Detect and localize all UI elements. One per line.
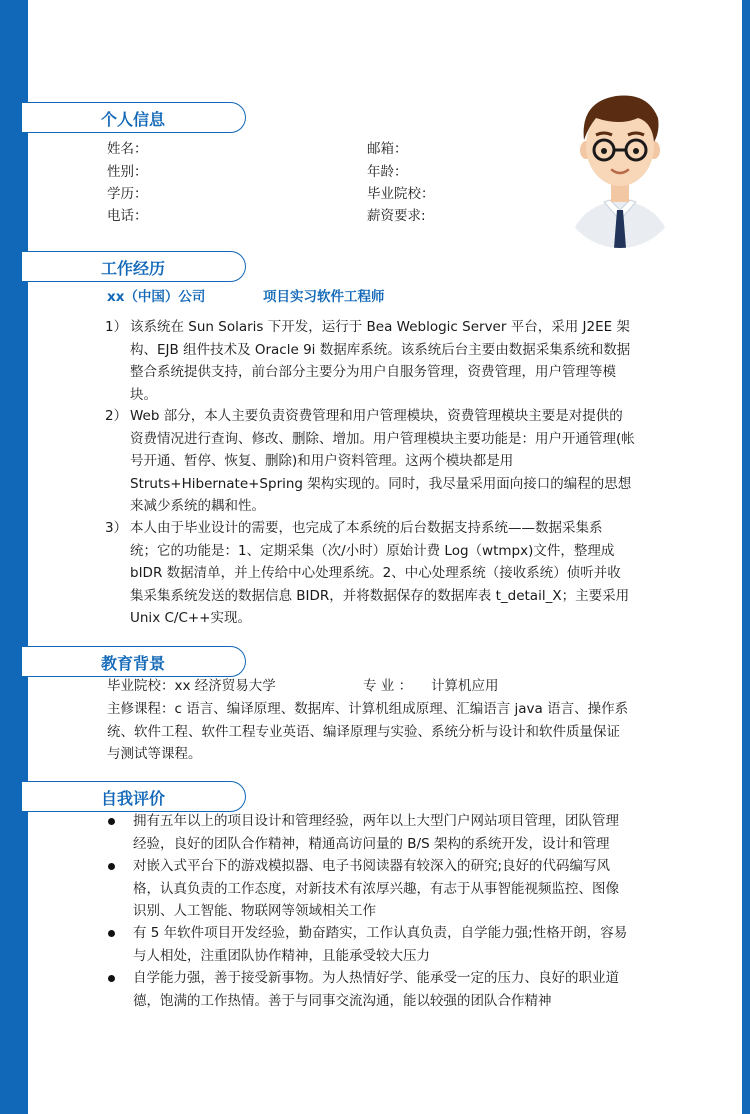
work-item-line: 该系统在 Sun Solaris 下开发，运行于 Bea Weblogic Server 平台，采用 J2EE 架 xyxy=(130,319,630,335)
edu-courses-line: 主修课程：c 语言、编译原理、数据库、计算机组成原理、汇编语言 java 语言、操作系 xyxy=(107,701,629,717)
self-item-line: 自学能力强，善于接受新事物。为人热情好学、能承受一定的压力、良好的职业道 xyxy=(133,970,619,986)
edu-school: 毕业院校：xx 经济贸易大学 xyxy=(107,678,276,694)
section-title-personal: 个人信息 xyxy=(101,110,166,129)
phone-label: 电话： xyxy=(107,208,148,224)
work-item-line: bIDR 数据清单，并上传给中心处理系统。2、中心处理系统（接收系统）侦听并收 xyxy=(130,565,621,581)
bullet-icon xyxy=(108,863,115,870)
section-header-personal xyxy=(22,102,246,133)
self-item-line: 识别、人工智能、物联网等领域相关工作 xyxy=(133,903,376,919)
work-item-line: Struts+Hibernate+Spring 架构实现的。同时，我尽量采用面向接口的编程的思想 xyxy=(130,475,632,492)
edu-courses-line: 统、软件工程、软件工程专业英语、编译原理与实验、系统分析与设计和软件质量保证 xyxy=(107,723,620,740)
section-title-self: 自我评价 xyxy=(101,789,166,808)
work-item-number: 3） xyxy=(105,520,128,536)
work-item-line: 构、EJB 组件技术及 Oracle 9i 数据库系统。该系统后台主要由数据采集系统和数据 xyxy=(130,341,631,358)
work-item-line: 号开通、暂停、恢复、删除)和用户资料管理。这两个模块都是用 xyxy=(130,453,514,469)
self-item-line: 与人相处，注重团队协作精神，且能承受较大压力 xyxy=(133,947,430,964)
bullet-icon xyxy=(108,975,115,982)
bullet-icon xyxy=(108,818,115,825)
email-label: 邮箱： xyxy=(367,141,408,157)
work-item-line: 块。 xyxy=(130,386,157,403)
work-item-line: 资费情况进行查询、修改、删除、增加。用户管理模块主要功能是：用户开通管理(帐 xyxy=(130,430,635,447)
edu-courses-line: 与测试等课程。 xyxy=(107,746,202,762)
self-item-4 xyxy=(133,967,643,1012)
work-item-number: 1） xyxy=(105,319,128,335)
self-item-line: 经验，良好的团队合作精神，精通高访问量的 B/S 架构的系统开发，设计和管理 xyxy=(133,835,610,852)
self-item-line: 德，饱满的工作热情。善于与同事交流沟通，能以较强的团队合作精神 xyxy=(133,992,552,1009)
company-name: xx（中国）公司 xyxy=(107,289,206,305)
work-item-line: 来减少系统的耦和性。 xyxy=(130,498,265,514)
job-position: 项目实习软件工程师 xyxy=(263,289,385,305)
gender-label: 性别： xyxy=(107,164,148,180)
education-label: 学历： xyxy=(107,186,148,202)
work-item-line: 整合系统提供支持，前台部分主要分为用户自服务管理，资费管理，用户管理等模 xyxy=(130,364,616,380)
edu-major-label: 专 业 ： xyxy=(363,678,413,694)
salary-label: 薪资要求: xyxy=(367,208,426,224)
work-item-line: 统；它的功能是：1、定期采集（次/小时）原始计费 Log（wtmpx)文件，整理成 xyxy=(130,542,615,559)
school-label: 毕业院校： xyxy=(367,186,435,202)
work-item-1 xyxy=(105,316,645,406)
self-item-line: 有 5 年软件项目开发经验，勤奋踏实，工作认真负责，自学能力强;性格开朗，容易 xyxy=(133,925,628,941)
age-label: 年龄： xyxy=(367,164,408,180)
section-title-work: 工作经历 xyxy=(101,259,166,278)
section-header-work xyxy=(22,251,246,282)
bullet-icon xyxy=(108,930,115,937)
section-header-education xyxy=(22,646,246,677)
self-item-2 xyxy=(133,855,643,923)
self-item-3 xyxy=(133,922,643,967)
self-item-line: 格，认真负责的工作态度，对新技术有浓厚兴趣，有志于从事智能视频监控、图像 xyxy=(133,880,619,897)
name-label: 姓名： xyxy=(107,141,148,157)
work-item-line: Web 部分，本人主要负责资费管理和用户管理模块，资费管理模块主要是对提供的 xyxy=(130,408,623,424)
work-item-3 xyxy=(105,517,645,630)
self-item-line: 拥有五年以上的项目设计和管理经验，两年以上大型门户网站项目管理，团队管理 xyxy=(133,813,619,829)
self-item-1 xyxy=(133,810,643,855)
resume-page xyxy=(28,0,742,1114)
edu-courses xyxy=(107,698,667,766)
section-header-self xyxy=(22,781,246,812)
work-item-line: 本人由于毕业设计的需要，也完成了本系统的后台数据支持系统——数据采集系 xyxy=(130,520,603,536)
work-item-number: 2） xyxy=(105,408,128,424)
work-item-2 xyxy=(105,405,645,518)
edu-major: 计算机应用 xyxy=(431,678,499,694)
avatar-icon xyxy=(560,88,680,253)
section-title-education: 教育背景 xyxy=(101,654,166,673)
work-item-line: Unix C/C++实现。 xyxy=(130,610,251,626)
self-item-line: 对嵌入式平台下的游戏模拟器、电子书阅读器有较深入的研究;良好的代码编写风 xyxy=(133,858,611,874)
work-item-line: 集采集系统发送的数据信息 BIDR，并将数据保存的数据库表 t_detail_X；主要采用 xyxy=(130,587,630,604)
